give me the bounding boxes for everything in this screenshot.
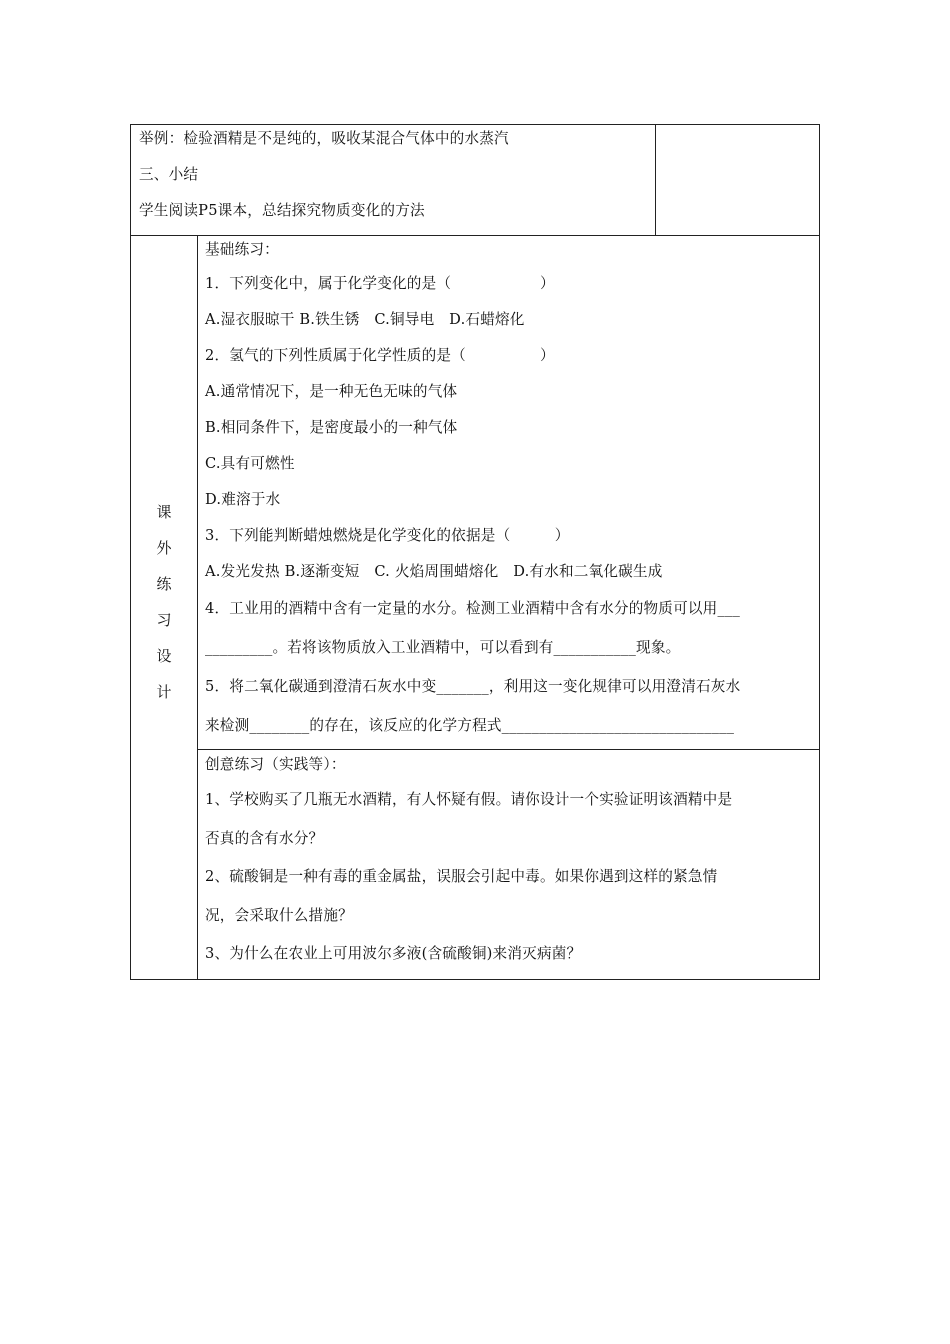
- creative-question-1-line-1: 1、学校购买了几瓶无水酒精，有人怀疑有假。请你设计一个实验证明该酒精中是: [205, 791, 733, 808]
- side-label-char: 计: [156, 683, 172, 701]
- question-3: 3．下列能判断蜡烛燃烧是化学变化的依据是（ ）: [205, 527, 570, 544]
- question-2-option-d: D.难溶于水: [205, 491, 281, 508]
- question-2-option-c: C.具有可燃性: [205, 455, 295, 472]
- example-line: 举例：检验酒精是不是纯的，吸收某混合气体中的水蒸汽: [139, 130, 509, 147]
- question-4-line-1: 4．工业用的酒精中含有一定量的水分。检测工业酒精中含有水分的物质可以用___: [205, 600, 740, 617]
- row-divider-creative: [197, 749, 820, 750]
- column-divider-side-label: [197, 235, 198, 980]
- question-4-line-2: _________。若将该物质放入工业酒精中，可以看到有___________现象。: [205, 639, 681, 656]
- side-label-char: 习: [156, 611, 172, 629]
- question-2-option-a: A.通常情况下，是一种无色无味的气体: [205, 383, 458, 400]
- question-1: 1．下列变化中，属于化学变化的是（ ）: [205, 275, 555, 292]
- row-divider-top: [130, 235, 820, 236]
- question-3-options: A.发光发热 B.逐渐变短 C. 火焰周围蜡熔化 D.有水和二氧化碳生成: [205, 563, 663, 580]
- side-label-char: 外: [156, 539, 172, 557]
- question-5-line-1: 5．将二氧化碳通到澄清石灰水中变_______，利用这一变化规律可以用澄清石灰水: [205, 678, 741, 695]
- creative-question-3: 3、为什么在农业上可用波尔多液(含硫酸铜)来消灭病菌？: [205, 945, 582, 962]
- creative-question-2-line-1: 2、硫酸铜是一种有毒的重金属盐，误服会引起中毒。如果你遇到这样的紧急情: [205, 868, 718, 885]
- summary-heading: 三、小结: [139, 166, 199, 183]
- question-5-line-2: 来检测________的存在，该反应的化学方程式_______________________________: [205, 717, 735, 734]
- question-1-options: A.湿衣服晾干 B.铁生锈 C.铜导电 D.石蜡熔化: [205, 311, 525, 328]
- side-label-char: 练: [156, 575, 172, 593]
- summary-text: 学生阅读P5课本，总结探究物质变化的方法: [139, 202, 425, 219]
- column-divider-top-right: [655, 124, 656, 235]
- creative-practice-heading: 创意练习（实践等）：: [205, 756, 346, 773]
- creative-question-2-line-2: 况，会采取什么措施？: [205, 907, 353, 924]
- side-label-char: 课: [156, 503, 172, 521]
- question-2-option-b: B.相同条件下，是密度最小的一种气体: [205, 419, 458, 436]
- basic-practice-heading: 基础练习：: [205, 241, 279, 258]
- question-2: 2．氢气的下列性质属于化学性质的是（ ）: [205, 347, 555, 364]
- side-label-char: 设: [156, 647, 172, 665]
- creative-question-1-line-2: 否真的含有水分？: [205, 830, 324, 847]
